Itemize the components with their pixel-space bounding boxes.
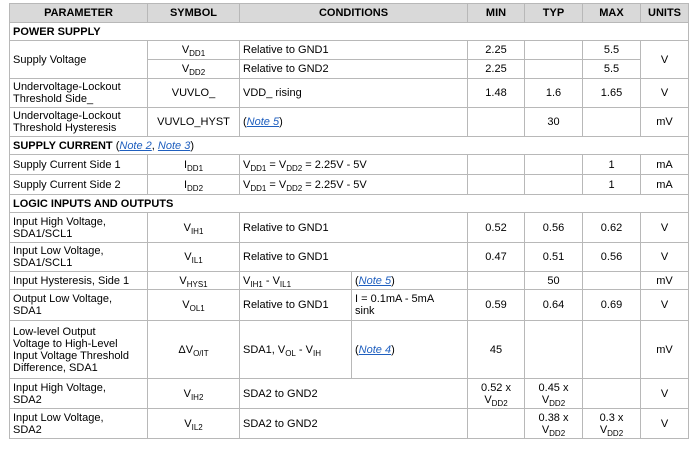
units-vil1: V xyxy=(641,243,689,272)
max-vdd1: 5.5 xyxy=(583,41,641,60)
symbol-uvlo: VUVLO_ xyxy=(148,79,240,108)
typ-vih2: 0.45 x $V_{DD2}$ xyxy=(525,379,583,409)
header-min: MIN xyxy=(468,4,525,23)
table-row xyxy=(10,79,689,108)
units-supply-voltage: V xyxy=(641,41,689,79)
param-uvlo-hyst: Undervoltage-Lockout Threshold Hysteresis xyxy=(10,108,148,137)
max-vdd2: 5.5 xyxy=(583,60,641,79)
min-uvlo: 1.48 xyxy=(468,79,525,108)
table-row xyxy=(10,272,689,290)
header-symbol: SYMBOL xyxy=(148,4,240,23)
min-vih2: 0.52 x $V_{DD2}$ xyxy=(468,379,525,409)
max-current1: 1 xyxy=(583,155,641,175)
units-vih1: V xyxy=(641,213,689,243)
units-vih2: V xyxy=(641,379,689,409)
note-link[interactable]: Note 5 xyxy=(246,116,280,128)
cond2-vhys1: (Note 5) xyxy=(352,272,468,290)
cond-current2: $V_{DD1} = V_{DD2} = 2.25V - 5V$ xyxy=(240,175,468,195)
table-row xyxy=(10,379,689,409)
symbol-dvo: $\Delta V_{O/IT}$ xyxy=(148,321,240,379)
max-vil1: 0.56 xyxy=(583,243,641,272)
units-vil2: V xyxy=(641,409,689,439)
min-vhys1 xyxy=(468,272,525,290)
param-vil1: Input Low Voltage, SDA1/SCL1 xyxy=(10,243,148,272)
electrical-characteristics-table xyxy=(9,3,689,439)
cond-vil1: Relative to GND1 xyxy=(240,243,468,272)
cond-uvlo-hyst: (Note 5) xyxy=(240,108,468,137)
cond-dvo: SDA1, $V_{OL} - V_{IH}$ xyxy=(240,321,352,379)
min-vil2 xyxy=(468,409,525,439)
section-supply-current: SUPPLY CURRENT (Note 2, Note 3) xyxy=(10,137,689,155)
symbol-vdd1: $V_{DD1}$ xyxy=(148,41,240,60)
units-dvo: mV xyxy=(641,321,689,379)
max-vih2 xyxy=(583,379,641,409)
typ-dvo xyxy=(525,321,583,379)
units-uvlo: V xyxy=(641,79,689,108)
max-dvo xyxy=(583,321,641,379)
header-row xyxy=(10,4,689,23)
units-uvlo-hyst: mV xyxy=(641,108,689,137)
typ-uvlo: 1.6 xyxy=(525,79,583,108)
param-dvo: Low-level Output Voltage to High-Level Input Voltage Threshold Difference, SDA1 xyxy=(10,321,148,379)
section-row xyxy=(10,23,689,41)
cond-vhys1: $V_{IH1} - V_{IL1}$ xyxy=(240,272,352,290)
table-row xyxy=(10,108,689,137)
header-units: UNITS xyxy=(641,4,689,23)
cond-vol1: Relative to GND1 xyxy=(240,290,352,321)
min-current1 xyxy=(468,155,525,175)
typ-vil1: 0.51 xyxy=(525,243,583,272)
cond-vdd1: Relative to GND1 xyxy=(240,41,468,60)
param-vih2: Input High Voltage, SDA2 xyxy=(10,379,148,409)
max-vol1: 0.69 xyxy=(583,290,641,321)
cond-vih2: SDA2 to GND2 xyxy=(240,379,468,409)
units-current1: mA xyxy=(641,155,689,175)
symbol-vih2: $V_{IH2}$ xyxy=(148,379,240,409)
note-link[interactable]: Note 3 xyxy=(157,139,191,152)
symbol-vhys1: $V_{HYS1}$ xyxy=(148,272,240,290)
cond-vdd2: Relative to GND2 xyxy=(240,60,468,79)
symbol-vdd2: $V_{DD2}$ xyxy=(148,60,240,79)
typ-uvlo-hyst: 30 xyxy=(525,108,583,137)
header-typ: TYP xyxy=(525,4,583,23)
note-link[interactable]: Note 5 xyxy=(358,274,392,287)
units-current2: mA xyxy=(641,175,689,195)
max-uvlo-hyst xyxy=(583,108,641,137)
note-link[interactable]: Note 4 xyxy=(358,343,392,356)
table-row xyxy=(10,243,689,272)
min-dvo: 45 xyxy=(468,321,525,379)
param-current2: Supply Current Side 2 xyxy=(10,175,148,195)
param-uvlo: Undervoltage-Lockout Threshold Side_ xyxy=(10,79,148,108)
cond-uvlo: VDD_ rising xyxy=(240,79,468,108)
symbol-vol1: $V_{OL1}$ xyxy=(148,290,240,321)
symbol-idd1: $I_{DD1}$ xyxy=(148,155,240,175)
section-logic: LOGIC INPUTS AND OUTPUTS xyxy=(10,195,689,213)
param-vhys1: Input Hysteresis, Side 1 xyxy=(10,272,148,290)
symbol-idd2: $I_{DD2}$ xyxy=(148,175,240,195)
table-row xyxy=(10,321,689,379)
param-current1: Supply Current Side 1 xyxy=(10,155,148,175)
typ-current2 xyxy=(525,175,583,195)
header-parameter: PARAMETER xyxy=(10,4,148,23)
header-max: MAX xyxy=(583,4,641,23)
units-vol1: V xyxy=(641,290,689,321)
max-vih1: 0.62 xyxy=(583,213,641,243)
param-vih1: Input High Voltage, SDA1/SCL1 xyxy=(10,213,148,243)
symbol-vih1: $V_{IH1}$ xyxy=(148,213,240,243)
note-link[interactable]: Note 2 xyxy=(119,139,152,152)
typ-vih1: 0.56 xyxy=(525,213,583,243)
symbol-vil1: $V_{IL1}$ xyxy=(148,243,240,272)
typ-vil2: 0.38 x $V_{DD2}$ xyxy=(525,409,583,439)
section-row xyxy=(10,195,689,213)
section-row xyxy=(10,137,689,155)
param-vol1: Output Low Voltage, SDA1 xyxy=(10,290,148,321)
typ-vhys1: 50 xyxy=(525,272,583,290)
typ-vdd2 xyxy=(525,60,583,79)
table-row xyxy=(10,155,689,175)
typ-vol1: 0.64 xyxy=(525,290,583,321)
min-uvlo-hyst xyxy=(468,108,525,137)
param-vil2: Input Low Voltage, SDA2 xyxy=(10,409,148,439)
table-row xyxy=(10,175,689,195)
min-vol1: 0.59 xyxy=(468,290,525,321)
symbol-vil2: $V_{IL2}$ xyxy=(148,409,240,439)
cond2-vol1: I = 0.1mA - 5mA sink xyxy=(352,290,468,321)
table-row xyxy=(10,41,689,60)
param-supply-voltage: Supply Voltage xyxy=(10,41,148,79)
units-vhys1: mV xyxy=(641,272,689,290)
min-vdd1: 2.25 xyxy=(468,41,525,60)
table-row xyxy=(10,290,689,321)
cond-vil2: SDA2 to GND2 xyxy=(240,409,468,439)
typ-current1 xyxy=(525,155,583,175)
table-row xyxy=(10,409,689,439)
section-power-supply: POWER SUPPLY xyxy=(10,23,689,41)
symbol-uvlo-hyst: VUVLO_HYST xyxy=(148,108,240,137)
min-current2 xyxy=(468,175,525,195)
max-current2: 1 xyxy=(583,175,641,195)
table-row xyxy=(10,213,689,243)
min-vdd2: 2.25 xyxy=(468,60,525,79)
min-vil1: 0.47 xyxy=(468,243,525,272)
max-uvlo: 1.65 xyxy=(583,79,641,108)
cond-current1: $V_{DD1} = V_{DD2} = 2.25V - 5V$ xyxy=(240,155,468,175)
min-vih1: 0.52 xyxy=(468,213,525,243)
typ-vdd1 xyxy=(525,41,583,60)
cond-vih1: Relative to GND1 xyxy=(240,213,468,243)
max-vhys1 xyxy=(583,272,641,290)
max-vil2: 0.3 x $V_{DD2}$ xyxy=(583,409,641,439)
header-conditions: CONDITIONS xyxy=(240,4,468,23)
cond2-dvo: (Note 4) xyxy=(352,321,468,379)
